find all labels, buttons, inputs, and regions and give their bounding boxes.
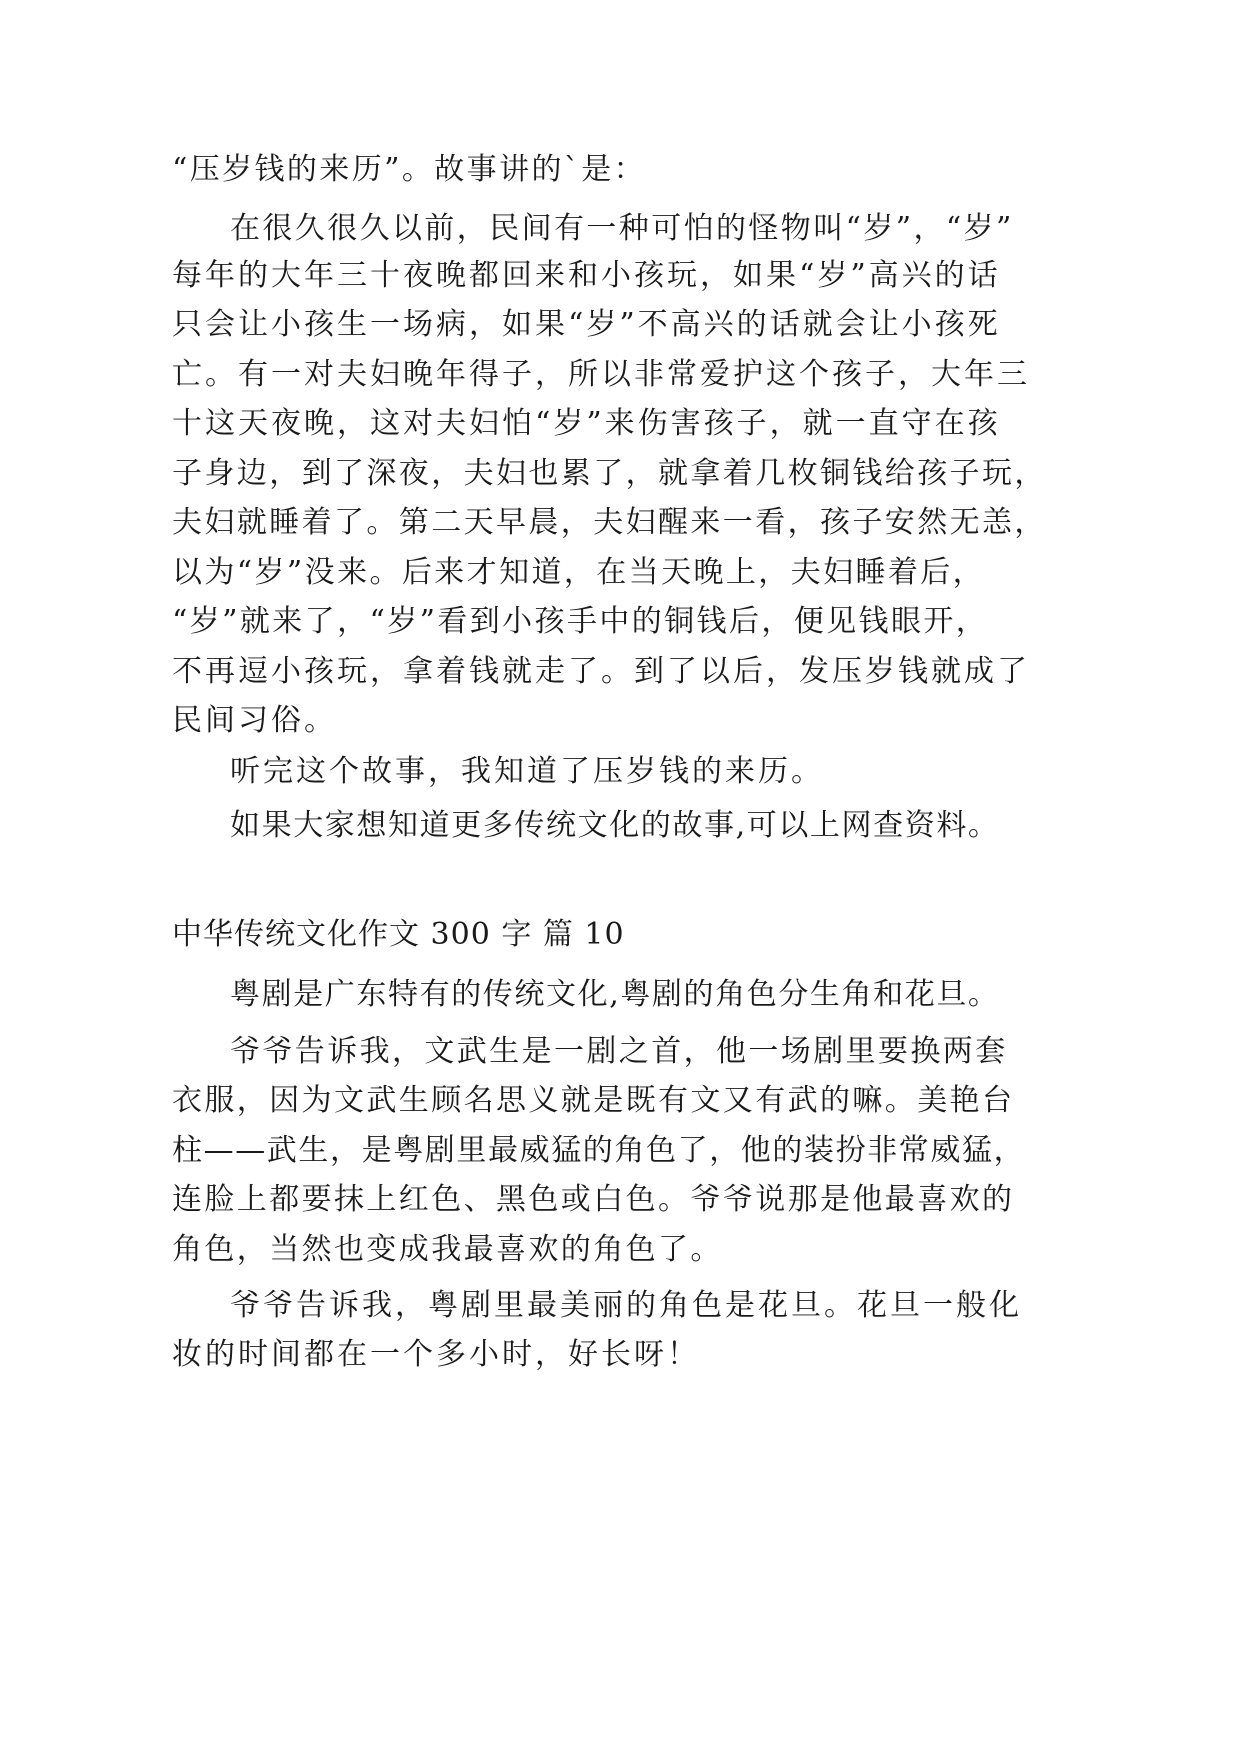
story-line: 十这天夜晚，这对夫妇怕“岁”来伤害孩子，就一直守在孩 <box>172 406 1001 441</box>
story-line: 亡。有一对夫妇晚年得子，所以非常爱护这个孩子，大年三 <box>172 357 1030 392</box>
paragraph-line: 连脸上都要抹上红色、黑色或白色。爷爷说那是他最喜欢的 <box>172 1182 1015 1217</box>
paragraph-line: 衣服，因为文武生顾名思义就是既有文又有武的嘛。美艳台 <box>172 1083 1015 1118</box>
intro-line: “压岁钱的来历”。故事讲的`是： <box>172 152 647 187</box>
paragraph-line: 柱——武生，是粤剧里最威猛的角色了，他的装扮非常威猛， <box>172 1133 1026 1168</box>
suggestion-line: 如果大家想知道更多传统文化的故事,可以上网查资料。 <box>230 808 1000 843</box>
story-line: 每年的大年三十夜晚都回来和小孩玩，如果“岁”高兴的话 <box>172 258 1001 293</box>
story-line: “岁”就来了，“岁”看到小孩手中的铜钱后，便见钱眼开， <box>172 604 989 639</box>
story-line: 不再逗小孩玩，拿着钱就走了。到了以后，发压岁钱就成了 <box>172 654 1030 689</box>
paragraph-line: 妆的时间都在一个多小时，好长呀！ <box>172 1337 700 1372</box>
paragraph-line: 粤剧是广东特有的传统文化,粤剧的角色分生角和花旦。 <box>230 977 1000 1012</box>
section-heading: 中华传统文化作文 300 字 篇 10 <box>172 917 625 952</box>
story-line: 只会让小孩生一场病，如果“岁”不高兴的话就会让小孩死 <box>172 307 1001 342</box>
story-line: 以为“岁”没来。后来才知道，在当天晚上，夫妇睡着后， <box>172 555 986 590</box>
story-line: 夫妇就睡着了。第二天早晨，夫妇醒来一看，孩子安然无恙， <box>172 505 1047 540</box>
story-line: 子身边，到了深夜，夫妇也累了，就拿着几枚铜钱给孩子玩， <box>172 456 1047 491</box>
conclusion-line: 听完这个故事，我知道了压岁钱的来历。 <box>230 754 824 789</box>
paragraph-line: 爷爷告诉我，文武生是一剧之首，他一场剧里要换两套 <box>230 1034 1008 1069</box>
paragraph-line: 角色，当然也变成我最喜欢的角色了。 <box>172 1232 723 1267</box>
story-line: 民间习俗。 <box>172 703 337 738</box>
story-line: 在很久很久以前，民间有一种可怕的怪物叫“岁”，“岁” <box>230 211 1014 246</box>
paragraph-line: 爷爷告诉我，粤剧里最美丽的角色是花旦。花旦一般化 <box>230 1288 1022 1323</box>
